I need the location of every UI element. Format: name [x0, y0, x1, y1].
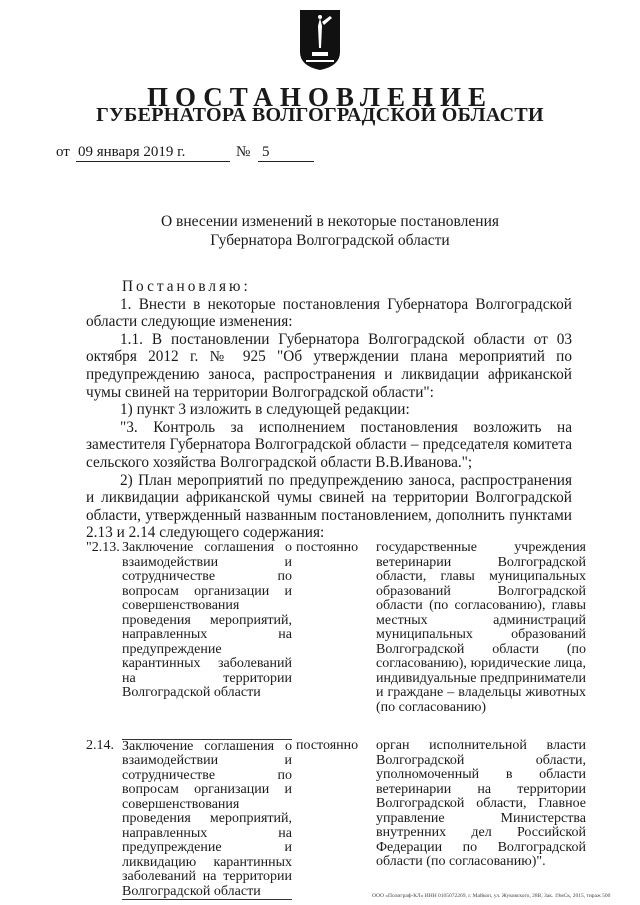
issuer-title: ГУБЕРНАТОРА ВОЛГОГРАДСКОЙ ОБЛАСТИ	[96, 104, 544, 126]
paragraph-1: 1. Внести в некоторые постановления Губернатора Волгоградской области следующие изменения:	[86, 295, 572, 331]
date-prefix: от	[56, 144, 70, 160]
coat-of-arms-emblem	[296, 8, 344, 72]
plan-items-table	[86, 541, 586, 900]
item-measure: Заключение соглашения о взаимодействии и сотрудничестве по вопросам организации и совершенствования проведения мероприятий, направленных на предупреждение и ликвидацию карантинных заболеваний на территории Волгоградской области	[122, 738, 292, 899]
paragraph-1-1: 1.1. В постановлении Губернатора Волгоградской области от 03 октября 2012 г. № 925 "Об утверждении плана мероприятий по предупреждению заноса, распространения и ликвидации африканской чумы свиней на территории Волгоградской области":	[86, 330, 572, 401]
date-underline	[76, 161, 230, 162]
paragraph-subitem-2: 2) План мероприятий по предупреждению заноса, распространения и ликвидации африканской чумы свиней на территории Волгоградской области, утвержденный названным постановлением, дополнить пунктами 2.13 и 2.14 следующего содержания:	[86, 471, 572, 542]
document-date: 09 января 2019 г.	[78, 144, 186, 160]
paragraph-subitem-1: 1) пункт 3 изложить в следующей редакции:	[120, 401, 410, 419]
item-term: постоянно	[296, 738, 359, 753]
item-measure: Заключение соглашения о взаимодействии и сотрудничестве по вопросам организации и совершенствования проведения мероприятий, направленных на предупреждение карантинных заболеваний на территории Волгоградской области	[122, 541, 292, 739]
table-row	[86, 739, 586, 900]
item-executors: орган исполнительной власти Волгоградской области, уполномоченный в области ветеринарии на территории Волгоградской области, Главное управление Министерства внутренних дел Российской Федерации по Волгоградской области (по согласованию)".	[376, 738, 586, 869]
document-body	[86, 278, 572, 542]
item-executors: государственные учреждения ветеринарии Волгоградской области, главы муниципальных образований Волгоградской области (по согласованию), главы местных администраций муниципальных образований Волгоградской области (по согласованию), юридические лица, индивидуальные предприниматели и граждане – владельцы животных (по согласованию)	[376, 540, 586, 715]
printer-imprint: ООО «Полиграф-КЛ» ИНН 0105072269, г. Майкоп, ул. Жуковского, 28В, Зак. 19мСк, 2015, тираж 500	[372, 893, 611, 899]
number-underline	[258, 161, 314, 162]
resolution-opening: Постановляю:	[122, 278, 251, 295]
item-number: "2.13.	[86, 540, 120, 555]
item-number: 2.14.	[86, 738, 114, 753]
number-prefix: №	[236, 144, 251, 160]
paragraph-quote-3: "3. Контроль за исполнением постановления возложить на заместителя Губернатора Волгоградской области – председателя комитета сельского хозяйства Волгоградской области В.В.Иванова.";	[86, 418, 572, 471]
item-term: постоянно	[296, 540, 359, 555]
document-type-title: ПОСТАНОВЛЕНИЕ	[146, 82, 494, 112]
document-number: 5	[262, 144, 270, 160]
document-subject: О внесении изменений в некоторые постановления Губернатора Волгоградской области	[160, 213, 500, 249]
table-row	[86, 541, 586, 739]
